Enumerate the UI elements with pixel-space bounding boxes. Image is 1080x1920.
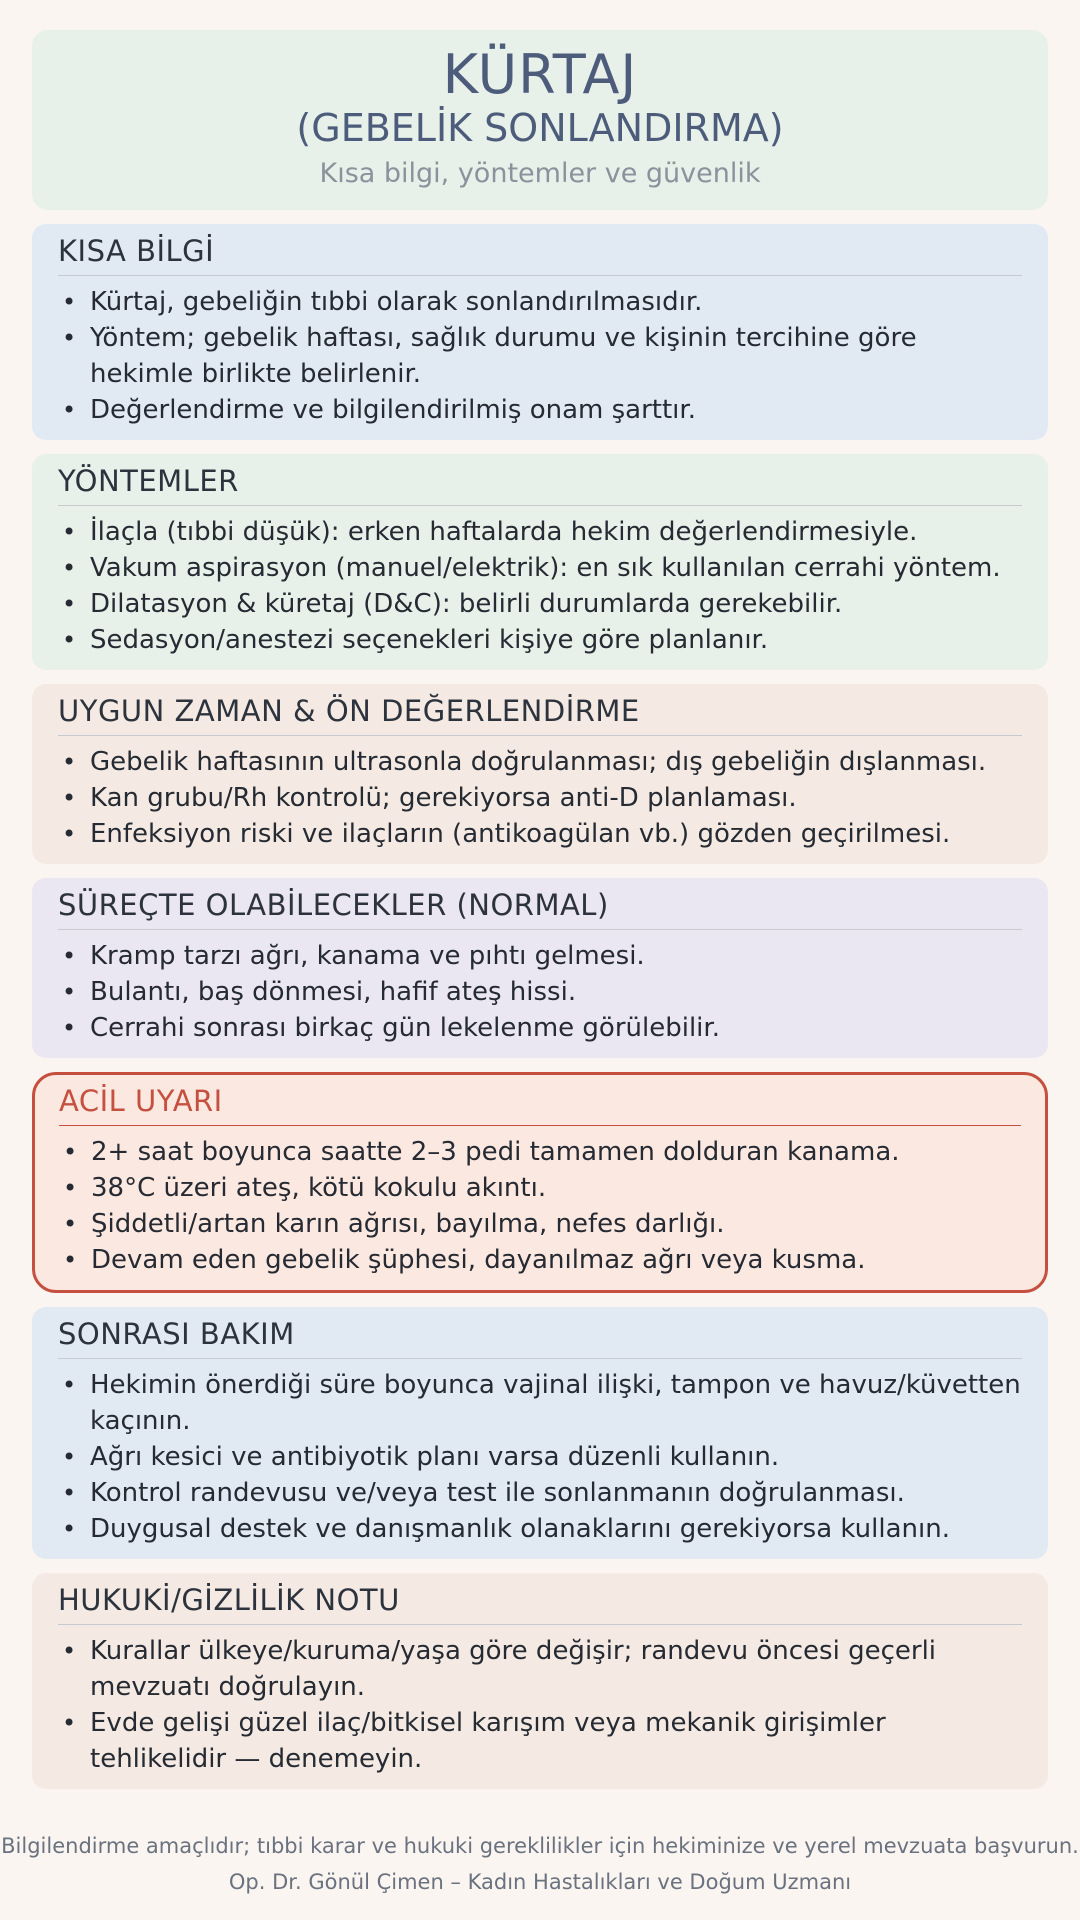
section-acil-uyari bbox=[32, 1072, 1048, 1293]
bullet-item: • 38°C üzeri ateş, kötü kokulu akıntı. bbox=[59, 1170, 1021, 1206]
bullet-item: • Enfeksiyon riski ve ilaçların (antikoagülan vb.) gözden geçirilmesi. bbox=[58, 816, 1022, 852]
bullet-item: • 2+ saat boyunca saatte 2–3 pedi tamamen dolduran kanama. bbox=[59, 1134, 1021, 1170]
author-credit: Op. Dr. Gönül Çimen – Kadın Hastalıkları ve Doğum Uzmanı bbox=[228, 1870, 852, 1894]
bullet-item: • Sedasyon/anestezi seçenekleri kişiye göre planlanır. bbox=[58, 622, 1022, 658]
header-card bbox=[32, 30, 1048, 210]
section-title: ACİL UYARI bbox=[59, 1084, 223, 1118]
bullet-item: • Evde gelişi güzel ilaç/bitkisel karışım veya mekanik girişimler tehlikelidir — denemeyin. bbox=[58, 1705, 1022, 1777]
page-subtitle: (GEBELİK SONLANDIRMA) bbox=[296, 106, 784, 150]
bullet-item: • Bulantı, baş dönmesi, hafif ateş hissi. bbox=[58, 974, 1022, 1010]
bullet-item: • Kurallar ülkeye/kuruma/yaşa göre değişir; randevu öncesi geçerli mevzuatı doğrulayın. bbox=[58, 1633, 1022, 1705]
section-uygun-zaman-on-degerlendirme bbox=[32, 684, 1048, 864]
bullet-list bbox=[59, 1134, 1021, 1278]
disclaimer-text: Bilgilendirme amaçlıdır; tıbbi karar ve hukuki gereklilikler için hekiminize ve yerel mevzuata başvurun. bbox=[1, 1834, 1079, 1858]
divider bbox=[58, 1358, 1022, 1359]
bullet-item: • Yöntem; gebelik haftası, sağlık durumu ve kişinin tercihine göre hekimle birlikte belirlenir. bbox=[58, 320, 1022, 392]
bullet-item: • Kramp tarzı ağrı, kanama ve pıhtı gelmesi. bbox=[58, 938, 1022, 974]
bullet-item: • Kan grubu/Rh kontrolü; gerekiyorsa anti-D planlaması. bbox=[58, 780, 1022, 816]
bullet-item: • Değerlendirme ve bilgilendirilmiş onam şarttır. bbox=[58, 392, 1022, 428]
bullet-list bbox=[58, 938, 1022, 1046]
bullet-item: • Vakum aspirasyon (manuel/elektrik): en sık kullanılan cerrahi yöntem. bbox=[58, 550, 1022, 586]
section-surecte-olabilecekler bbox=[32, 878, 1048, 1058]
bullet-item: • Duygusal destek ve danışmanlık olanaklarını gerekiyorsa kullanın. bbox=[58, 1511, 1022, 1547]
bullet-list bbox=[58, 284, 1022, 428]
section-title: SÜREÇTE OLABİLECEKLER (NORMAL) bbox=[58, 888, 609, 922]
section-kisa-bilgi bbox=[32, 224, 1048, 440]
bullet-list bbox=[58, 1367, 1022, 1547]
divider bbox=[58, 1624, 1022, 1625]
section-yontemler bbox=[32, 454, 1048, 670]
section-title: SONRASI BAKIM bbox=[58, 1317, 295, 1351]
bullet-item: • Kürtaj, gebeliğin tıbbi olarak sonlandırılmasıdır. bbox=[58, 284, 1022, 320]
page-tagline: Kısa bilgi, yöntemler ve güvenlik bbox=[319, 158, 761, 189]
divider bbox=[58, 735, 1022, 736]
section-title: HUKUKİ/GİZLİLİK NOTU bbox=[58, 1583, 400, 1617]
section-title: KISA BİLGİ bbox=[58, 234, 215, 268]
bullet-item: • Devam eden gebelik şüphesi, dayanılmaz ağrı veya kusma. bbox=[59, 1242, 1021, 1278]
divider bbox=[59, 1125, 1021, 1126]
divider bbox=[58, 275, 1022, 276]
bullet-item: • Şiddetli/artan karın ağrısı, bayılma, nefes darlığı. bbox=[59, 1206, 1021, 1242]
bullet-item: • Kontrol randevusu ve/veya test ile sonlanmanın doğrulanması. bbox=[58, 1475, 1022, 1511]
section-sonrasi-bakim bbox=[32, 1307, 1048, 1559]
footer bbox=[0, 1828, 1080, 1900]
section-title: YÖNTEMLER bbox=[58, 464, 239, 498]
page-title: KÜRTAJ bbox=[442, 43, 638, 106]
bullet-item: • Hekimin önerdiği süre boyunca vajinal ilişki, tampon ve havuz/küvetten kaçının. bbox=[58, 1367, 1022, 1439]
bullet-item: • Dilatasyon & küretaj (D&C): belirli durumlarda gerekebilir. bbox=[58, 586, 1022, 622]
section-title: UYGUN ZAMAN & ÖN DEĞERLENDİRME bbox=[58, 694, 640, 728]
bullet-list bbox=[58, 514, 1022, 658]
divider bbox=[58, 929, 1022, 930]
bullet-list bbox=[58, 1633, 1022, 1777]
bullet-list bbox=[58, 744, 1022, 852]
section-hukuki-gizlilik-notu bbox=[32, 1573, 1048, 1789]
bullet-item: • İlaçla (tıbbi düşük): erken haftalarda hekim değerlendirmesiyle. bbox=[58, 514, 1022, 550]
bullet-item: • Cerrahi sonrası birkaç gün lekelenme görülebilir. bbox=[58, 1010, 1022, 1046]
divider bbox=[58, 505, 1022, 506]
bullet-item: • Ağrı kesici ve antibiyotik planı varsa düzenli kullanın. bbox=[58, 1439, 1022, 1475]
bullet-item: • Gebelik haftasının ultrasonla doğrulanması; dış gebeliğin dışlanması. bbox=[58, 744, 1022, 780]
